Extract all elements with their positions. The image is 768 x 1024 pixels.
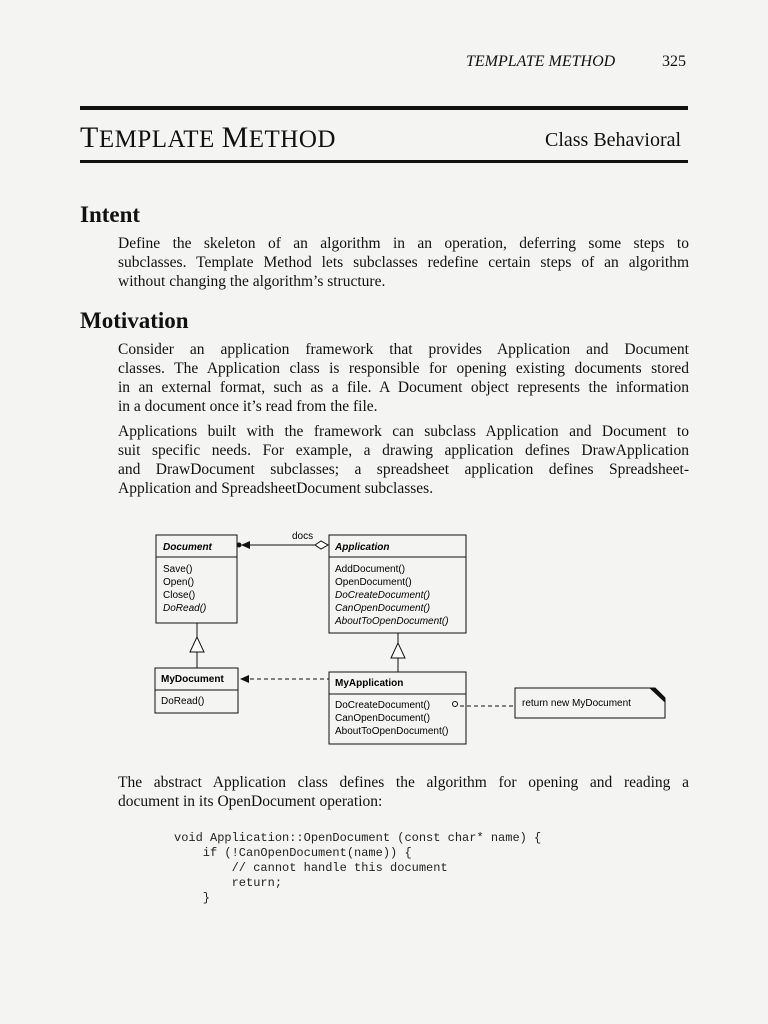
code-line: return; (174, 876, 283, 890)
myapplication-class-name: MyApplication (335, 678, 404, 689)
code-line: if (!CanOpenDocument(name)) { (174, 846, 412, 860)
document-op: DoRead() (163, 603, 207, 614)
inheritance-triangle-document (190, 637, 204, 652)
inheritance-triangle-application (391, 643, 405, 658)
pattern-classification: Class Behavioral (545, 129, 682, 151)
multiplicity-dot (237, 543, 242, 548)
application-op: AddDocument() (335, 564, 406, 575)
motivation-paragraph-3: The abstract Application class defines the algorithm for opening and reading a document in its OpenDocument operation: (118, 774, 689, 810)
note-anchor-circle (453, 702, 458, 707)
note-folded-corner (650, 688, 665, 702)
mydocument-op: DoRead() (161, 696, 205, 707)
code-listing (174, 831, 541, 906)
association-arrowhead (241, 541, 250, 549)
mydocument-class-name: MyDocument (161, 674, 224, 685)
myapplication-op: DoCreateDocument() (335, 700, 431, 711)
docs-label: docs (292, 531, 314, 542)
document-op: Save() (163, 564, 193, 575)
intent-paragraph: Define the skeleton of an algorithm in an operation, deferring some steps to subclasses. Template Method lets subclasses redefine certain steps of an algorithm without changing the algorithm’s structure. (118, 235, 689, 290)
aggregation-diamond (315, 541, 328, 549)
application-class-name: Application (335, 542, 390, 553)
document-class-name: Document (163, 542, 212, 553)
application-op: OpenDocument() (335, 577, 412, 588)
application-op: CanOpenDocument() (335, 603, 431, 614)
myapplication-op: AboutToOpenDocument() (335, 726, 449, 737)
application-op: AboutToOpenDocument() (335, 616, 449, 627)
code-line: // cannot handle this document (174, 861, 448, 875)
motivation-paragraph-2: Applications built with the framework can subclass Application and Document to suit specific needs. For example, a drawing application defines DrawApplication and DrawDocument subclasses; a spreadsheet application defines Spreadsheet- Application and SpreadsheetDocument subclasses. (118, 423, 689, 497)
motivation-heading: Motivation (80, 308, 189, 333)
myapplication-op: CanOpenDocument() (335, 713, 431, 724)
running-title: TEMPLATE METHOD (466, 53, 616, 70)
dependency-arrowhead (240, 675, 249, 683)
page-number: 325 (662, 53, 686, 70)
intent-heading: Intent (80, 202, 141, 227)
application-op: DoCreateDocument() (335, 590, 431, 601)
note-text: return new MyDocument (522, 698, 631, 709)
code-line: } (174, 891, 211, 905)
document-op: Open() (163, 577, 195, 588)
document-op: Close() (163, 590, 196, 601)
motivation-paragraph-1: Consider an application framework that provides Application and Document classes. The Application class is responsible for opening existing documents stored in an external format, such as a file. A Document object represents the information in a document once it’s read from the file. (118, 341, 689, 415)
code-line: void Application::OpenDocument (const char* name) { (174, 831, 542, 845)
pattern-title: TEMPLATE METHOD (80, 121, 336, 154)
